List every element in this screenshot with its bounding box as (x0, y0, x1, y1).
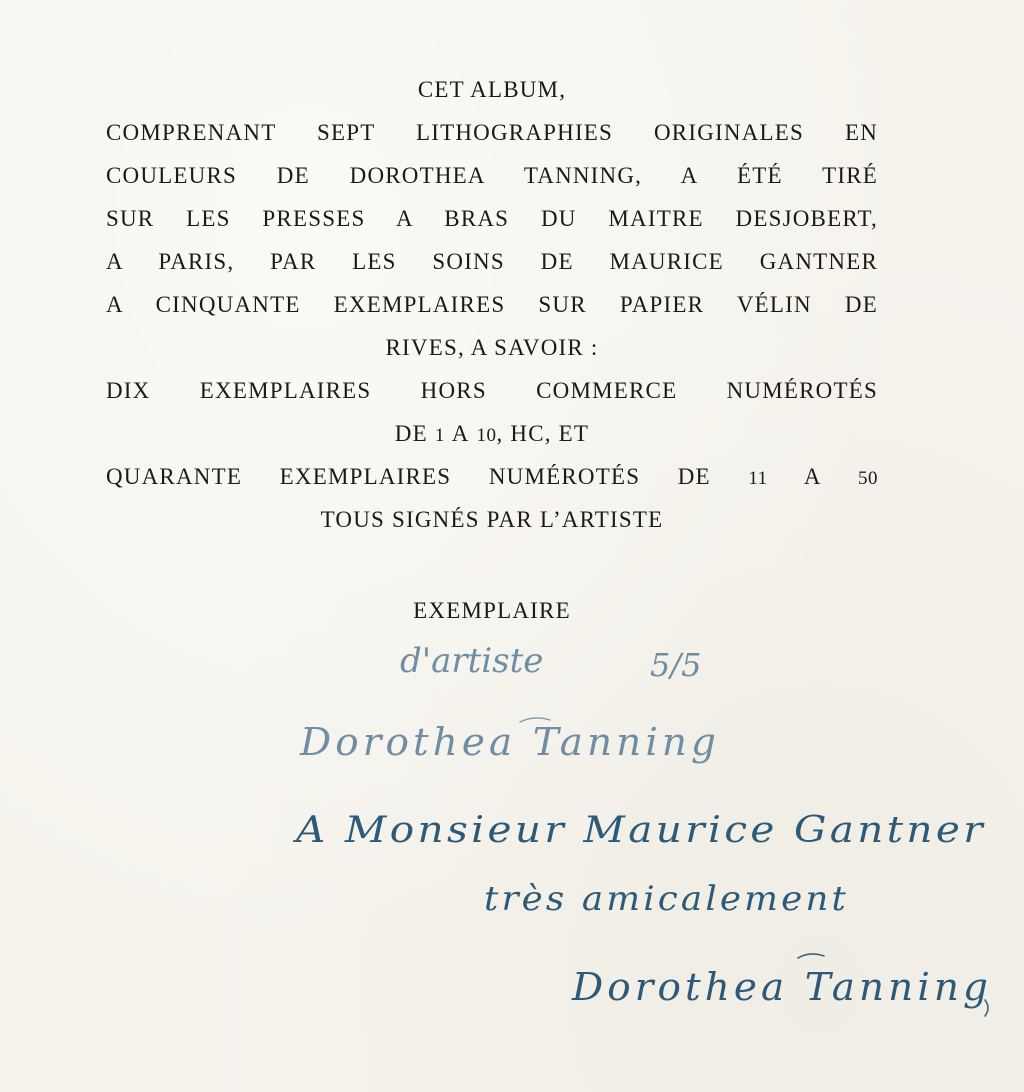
quarante-number-to: 50 (858, 468, 879, 489)
colophon-line-4: A PARIS, PAR LES SOINS DE MAURICE GANTNER (106, 249, 878, 274)
de-number-from: 1 (434, 425, 445, 446)
exemplaire-label: EXEMPLAIRE (413, 598, 571, 623)
dedication-text: A Monsieur Maurice Gantner (292, 810, 986, 851)
pencil-signature-text: Dorothea Tanning (298, 720, 720, 764)
ink-signature-text: Dorothea Tanning (570, 965, 992, 1009)
colophon-rives-line: RIVES, A SAVOIR : (385, 335, 599, 360)
colophon-dix-line: DIX EXEMPLAIRES HORS COMMERCE NUMÉROTÉS (106, 378, 878, 403)
de-prefix: DE (394, 421, 428, 446)
colophon-heading: CET ALBUM, (417, 77, 567, 102)
de-number-to: 10 (476, 425, 497, 446)
de-middle: A (451, 421, 470, 446)
pencil-signature (299, 718, 720, 764)
colophon-tous-line: TOUS SIGNÉS PAR L’ARTISTE (320, 507, 664, 532)
quarante-text: QUARANTE EXEMPLAIRES NUMÉROTÉS DE (106, 464, 711, 489)
edition-number: 5/5 (650, 646, 702, 684)
de-suffix: , HC, ET (496, 421, 590, 446)
quarante-middle: A (803, 464, 821, 489)
edition-note: d'artiste (400, 641, 544, 681)
colophon-line-1: COMPRENANT SEPT LITHOGRAPHIES ORIGINALES EN (106, 120, 878, 145)
quarante-number-from: 11 (748, 468, 768, 489)
signature-flourish (798, 954, 824, 958)
colophon-line-5: A CINQUANTE EXEMPLAIRES SUR PAPIER VÉLIN DE (106, 292, 878, 317)
closing-text: très amicalement (484, 879, 849, 919)
colophon-line-3: SUR LES PRESSES A BRAS DU MAITRE DESJOBERT, (106, 206, 878, 231)
colophon-line-2: COULEURS DE DOROTHEA TANNING, A ÉTÉ TIRÉ (106, 163, 878, 188)
ink-signature (571, 954, 992, 1016)
